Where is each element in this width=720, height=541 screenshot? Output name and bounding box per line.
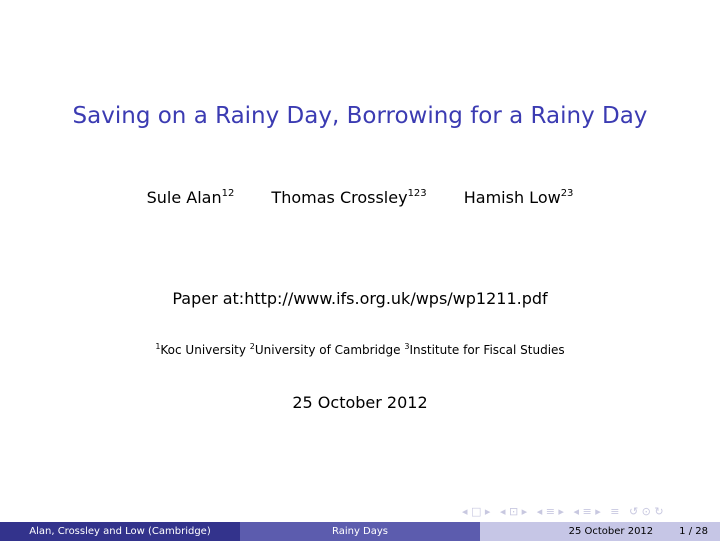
footer-date: 25 October 2012 (568, 526, 654, 537)
footer-title (240, 522, 480, 541)
affiliation-mark: 1 (155, 342, 161, 351)
affiliation-mark: 3 (404, 342, 410, 351)
footer-info (480, 522, 720, 541)
author-2 (271, 188, 426, 207)
frame-nav-icon[interactable]: ◂ □ ▸ (462, 505, 491, 518)
affiliation-cambridge: University of Cambridge (254, 343, 401, 357)
slide-title: Saving on a Rainy Day, Borrowing for a Rainy Day (72, 103, 648, 129)
author-affiliation-marks: 23 (560, 188, 574, 199)
page-number: 1 / 28 (679, 526, 708, 537)
toc-icon[interactable]: ≡ (610, 505, 620, 518)
author-list (0, 188, 720, 207)
section-nav-icon[interactable]: ◂ ≡ ▸ (536, 505, 564, 518)
affiliation-ifs: Institute for Fiscal Studies (409, 343, 565, 357)
footer-bar (0, 522, 720, 541)
paper-link[interactable]: Paper at:http://www.ifs.org.uk/wps/wp1211.pdf (172, 289, 548, 308)
beamer-navigation (462, 505, 670, 519)
affiliations (0, 343, 720, 357)
slide-date: 25 October 2012 (292, 393, 428, 412)
search-back-icon[interactable]: ↺ ⊙ ↻ (628, 505, 664, 518)
author-1 (147, 188, 235, 207)
affiliation-koc: Koc University (160, 343, 246, 357)
subsection-nav-icon[interactable]: ◂ ⊡ ▸ (499, 505, 528, 518)
footer-title-text: Rainy Days (331, 526, 389, 537)
document-nav-icon[interactable]: ◂ ≡ ▸ (573, 505, 601, 518)
author-name: Thomas Crossley (271, 188, 408, 207)
author-name: Hamish Low (463, 188, 561, 207)
author-name: Sule Alan (146, 188, 222, 207)
footer-authors-text: Alan, Crossley and Low (Cambridge) (29, 526, 211, 537)
footer-authors (0, 522, 240, 541)
affiliation-mark: 2 (249, 342, 255, 351)
author-affiliation-marks: 12 (221, 188, 235, 199)
author-3 (464, 188, 574, 207)
author-affiliation-marks: 123 (407, 188, 427, 199)
